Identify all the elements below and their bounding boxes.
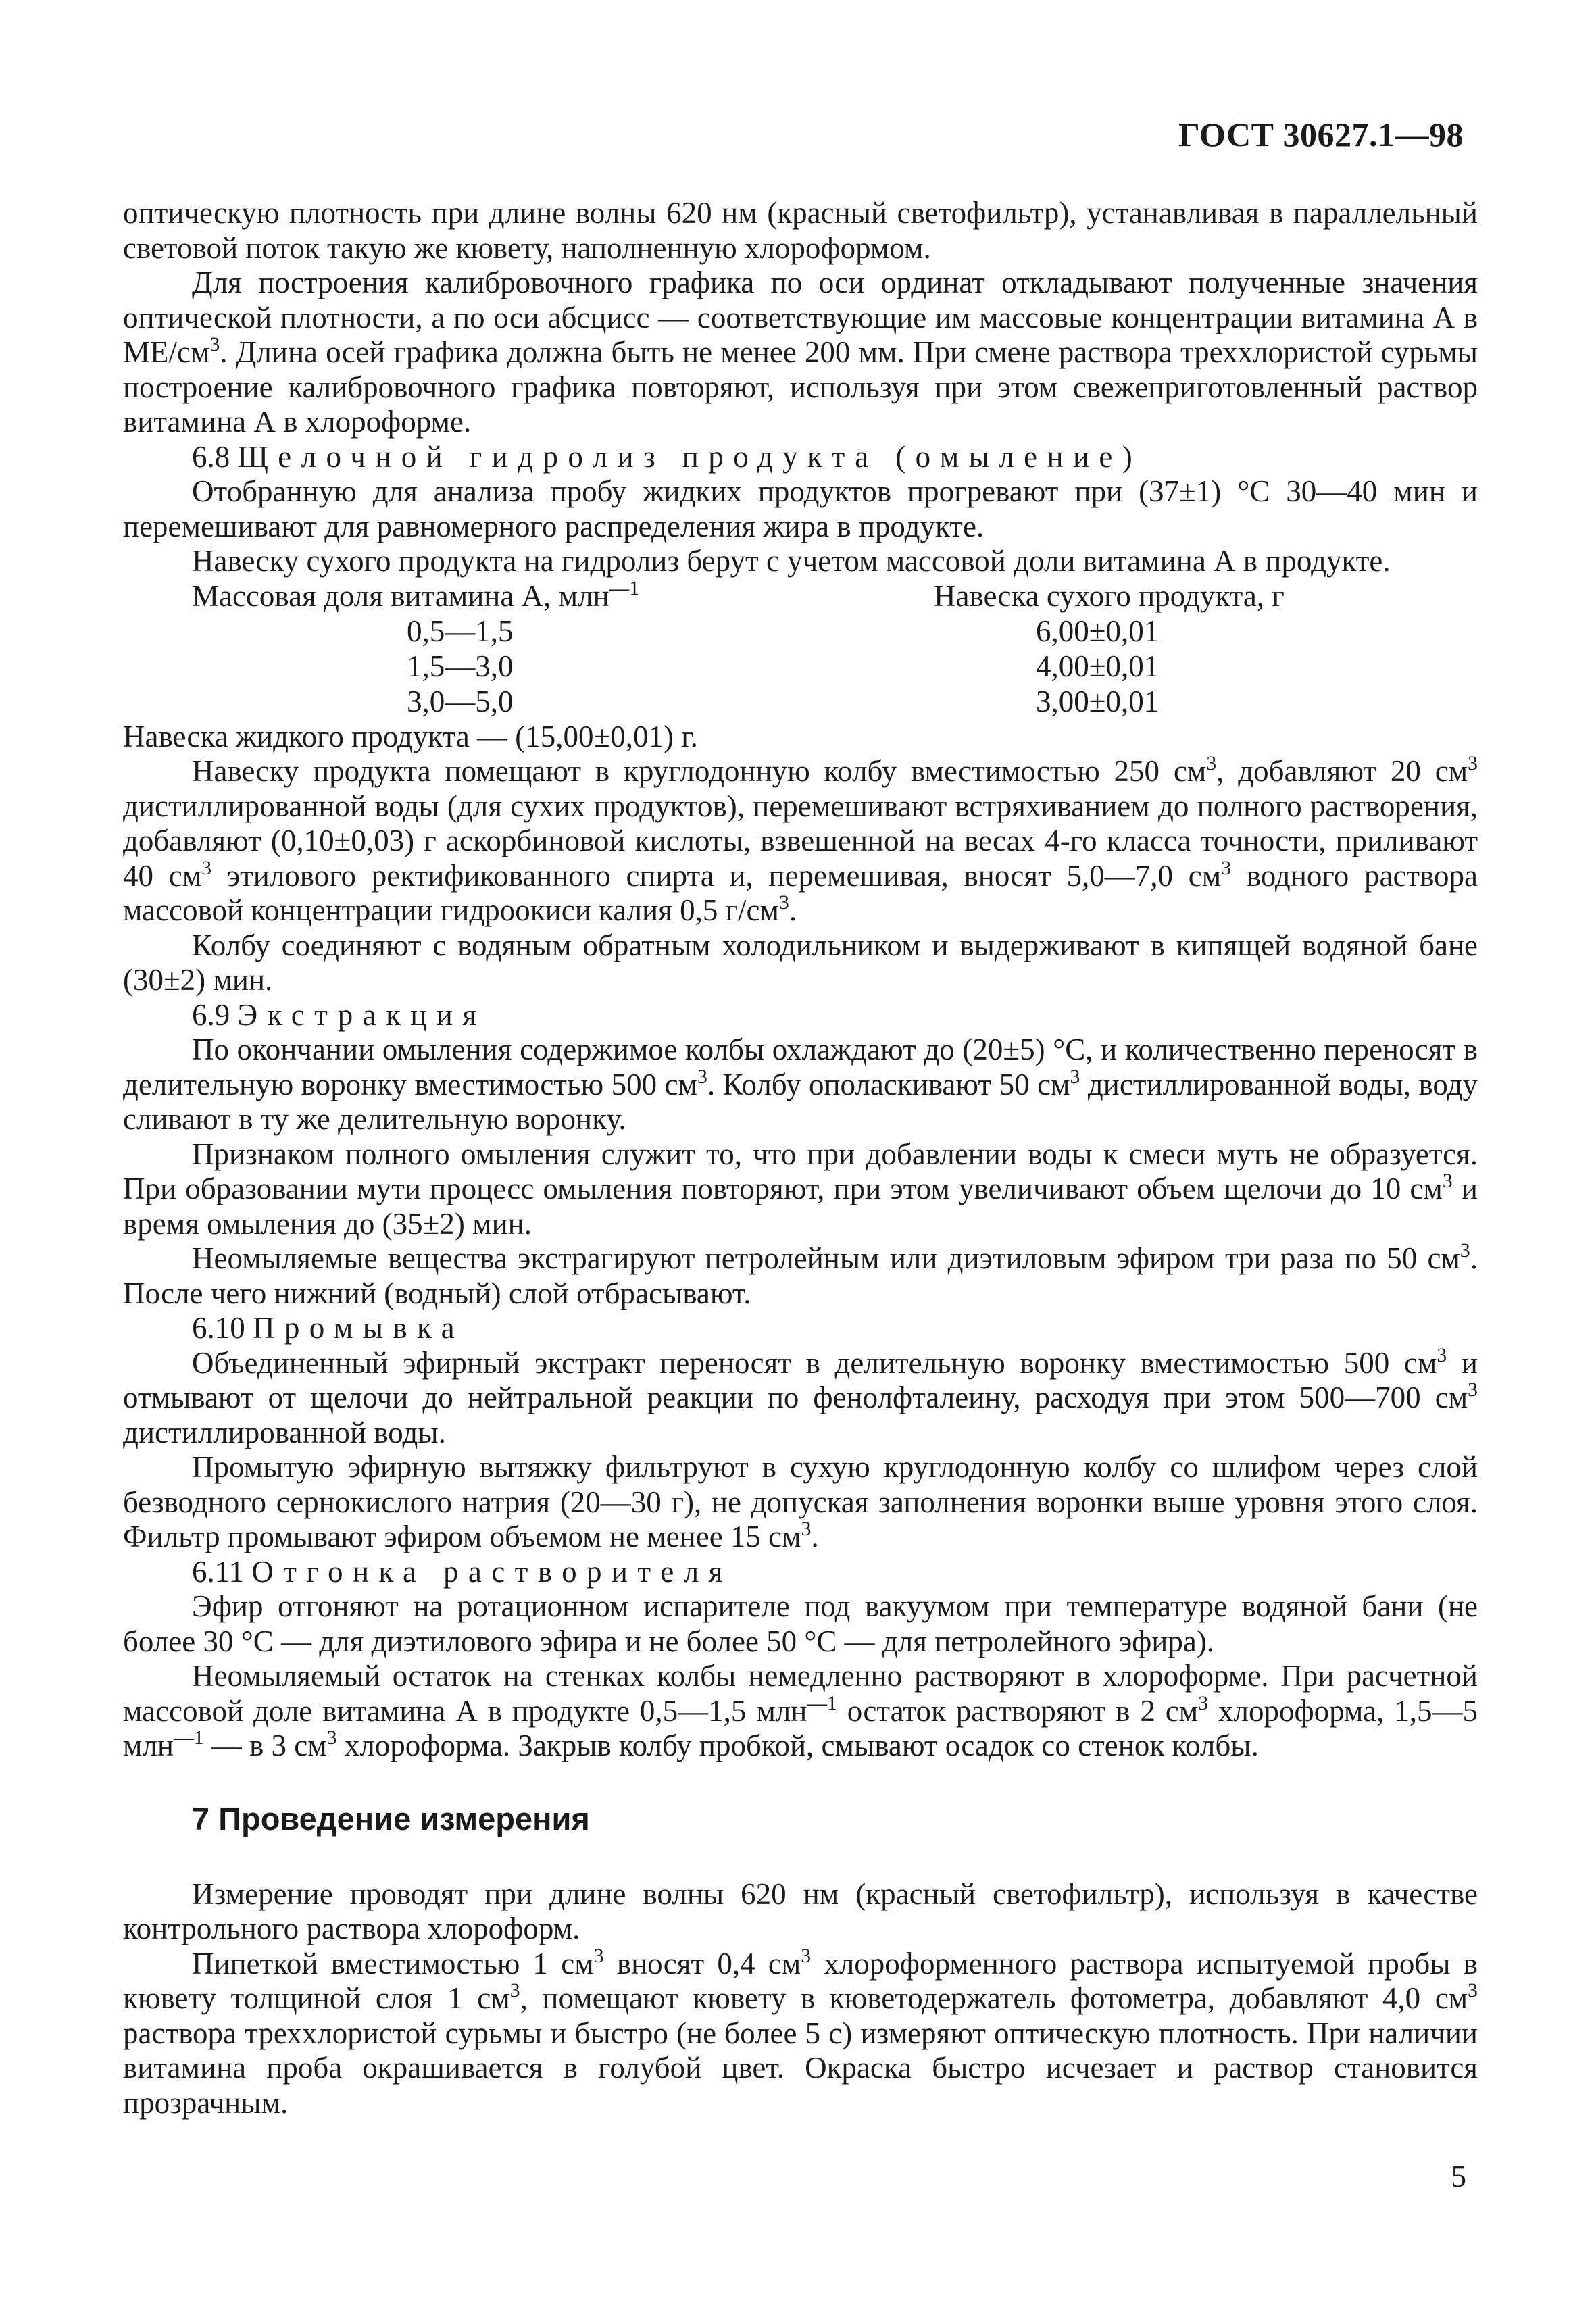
- table-cell-range: 0,5—1,5: [407, 614, 514, 648]
- paragraph-liquid-sample: Отобранную для анализа пробу жидких продуктов прогревают при (37±1) °С 30—40 мин и перемешивают для равномерного распределения жира в продукте.: [123, 474, 1478, 543]
- section-7-title: 7 Проведение измерения: [192, 1800, 590, 1837]
- subsection-6-9-heading: 6.9 Экстракция: [192, 997, 487, 1032]
- paragraph-calibration-graph: Для построения калибровочного графика по оси ординат откладывают полученные значения оптической плотности, а по оси абсцисс — соответствующие им массовые концентрации витамина А в $МЕ/см^3$. Длина осей графика должна быть не менее 200 мм. При смене раствора треххлористой сурьмы построение калибровочного графика повторяют, используя при этом свежеприготовленный раствор витамина А в хлороформе.: [123, 266, 1478, 439]
- paragraph-saponification-sign: Признаком полного омыления служит то, что при добавлении воды к смеси муть не образуется. При образовании мути процесс омыления повторяют, при этом увеличивают объем щелочи до 10 $см^3$ и время омыления до (35±2) мин.: [123, 1137, 1478, 1241]
- table-cell-range: 1,5—3,0: [407, 649, 514, 683]
- paragraph-residue: Неомыляемый остаток на стенках колбы немедленно растворяют в хлороформе. При расчетной массовой доле витамина А в продукте 0,5—1,5 млн$^{—1}$ остаток растворяют в 2 $см^3$ хлороформа, 1,5—5 млн$^{—1}$ — в 3 $см^3$ хлороформа. Закрыв колбу пробкой, смывают осадок со стенок колбы.: [123, 1659, 1478, 1762]
- subsection-6-10-heading: 6.10 Промывка: [192, 1311, 464, 1345]
- page-number: 5: [1451, 2160, 1466, 2193]
- paragraph-flask-procedure: Навеску продукта помещают в круглодонную колбу вместимостью 250 $см^3$, добавляют 20 $см^3$ дистиллированной воды (для сухих продуктов), перемешивают встряхиванием до полного растворения, добавляют (0,10±0,03) г аскорбиновой кислоты, взвешенной на весах 4-го класса точности, приливают 40 $см^3$ этилового ректификованного спирта и, перемешивая, вносят 5,0—7,0 $см^3$ водного раствора массовой концентрации гидроокиси калия 0,5 $г/см^3$.: [123, 752, 1478, 927]
- paragraph-optical-density: оптическую плотность при длине волны 620 нм (красный светофильтр), устанавливая в параллельный световой поток такую же кювету, наполненную хлороформом.: [123, 196, 1478, 265]
- mass-table-header-mass: Навеска сухого продукта, г: [934, 578, 1285, 613]
- paragraph-dry-sample: Навеску сухого продукта на гидролиз берут с учетом массовой доли витамина А в продукте.: [192, 544, 1391, 578]
- paragraph-filtering: Промытую эфирную вытяжку фильтруют в сухую круглодонную колбу со шлифом через слой безводного сернокислого натрия (20—30 г), не допуская заполнения воронки выше уровня этого слоя. Фильтр промывают эфиром объемом не менее 15 $см^3$.: [123, 1450, 1478, 1553]
- table-cell-mass: 3,00±0,01: [1036, 684, 1159, 718]
- table-cell-range: 3,0—5,0: [407, 684, 514, 718]
- subsection-6-11-heading: 6.11 Отгонка растворителя: [192, 1554, 732, 1589]
- standard-header: ГОСТ 30627.1—98: [1178, 116, 1464, 153]
- mass-table: [123, 579, 1478, 720]
- page-content: [123, 196, 1478, 2120]
- paragraph-reflux: Колбу соединяют с водяным обратным холодильником и выдерживают в кипящей водяной бане (30±2) мин.: [123, 928, 1478, 997]
- paragraph-washing: Объединенный эфирный экстракт переносят в делительную воронку вместимостью 500 $см^3$ и отмывают от щелочи до нейтральной реакции по фенолфталеину, расходуя при этом 500—700 $см^3$ дистиллированной воды.: [123, 1344, 1478, 1449]
- paragraph-evaporation: Эфир отгоняют на ротационном испарителе под вакуумом при температуре водяной бани (не более 30 °С — для диэтилового эфира и не более 50 °С — для петролейного эфира).: [123, 1589, 1478, 1658]
- table-cell-mass: 4,00±0,01: [1036, 649, 1159, 683]
- paragraph-liquid-mass: Навеска жидкого продукта — (15,00±0,01) г.: [123, 719, 698, 753]
- paragraph-cooling: По окончании омыления содержимое колбы охлаждают до (20±5) °С, и количественно переносят в делительную воронку вместимостью 500 $см^3$. Колбу ополаскивают 50 $см^3$ дистиллированной воды, воду сливают в ту же делительную воронку.: [123, 1032, 1478, 1136]
- paragraph-pipette: Пипеткой вместимостью 1 $см^3$ вносят 0,4 $см^3$ хлороформенного раствора испытуемой пробы в кювету толщиной слоя 1 $см^3$, помещают кювету в кюветодержатель фотометра, добавляют 4,0 $см^3$ раствора треххлористой сурьмы и быстро (не более 5 с) измеряют оптическую плотность. При наличии витамина проба окрашивается в голубой цвет. Окраска быстро исчезает и раствор становится прозрачным.: [123, 1945, 1478, 2120]
- table-cell-mass: 6,00±0,01: [1036, 614, 1159, 648]
- mass-table-header-fraction: Массовая доля витамина А, млн$^{—1}$: [192, 577, 640, 613]
- paragraph-measurement: Измерение проводят при длине волны 620 нм (красный светофильтр), используя в качестве контрольного раствора хлороформ.: [123, 1876, 1478, 1945]
- subsection-6-8-heading: 6.8 Щелочной гидролиз продукта (омыление): [192, 439, 1143, 474]
- paragraph-extraction: Неомыляемые вещества экстрагируют петролейным или диэтиловым эфиром три раза по 50 $см^3$. После чего нижний (водный) слой отбрасывают.: [123, 1239, 1478, 1310]
- section-spacer: [123, 1839, 1478, 1877]
